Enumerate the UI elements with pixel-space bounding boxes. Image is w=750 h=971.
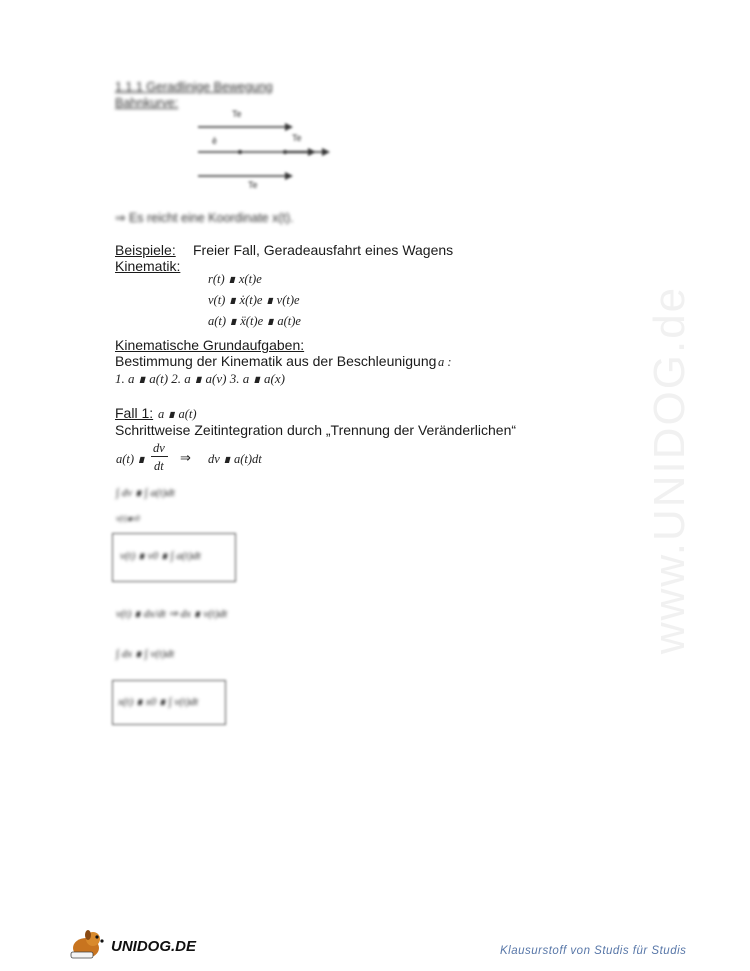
conclusion-text: ⇒ Es reicht eine Koordinate x(t). (115, 211, 294, 225)
fall1-label: Fall 1: (115, 405, 154, 421)
footer-slogan: Klausurstoff von Studis für Studis (500, 945, 687, 957)
footer-logo: UNIDOG.DE (111, 938, 197, 955)
blur-integral-2: ∫ dx ∎ ∫ v(t)dt (116, 648, 175, 660)
grundaufgaben-label: Kinematische Grundaufgaben: (115, 337, 305, 353)
fall1-implies-arrow: ⇒ (180, 450, 191, 465)
kinematik-label: Kinematik: (115, 258, 181, 274)
diagram-label-mid-left: ē (212, 136, 218, 146)
examples-label: Beispiele: (115, 242, 176, 258)
section-subheading: Bahnkurve: (115, 96, 179, 110)
watermark (640, 260, 700, 680)
diagram-point-1 (238, 150, 242, 154)
diagram-label-mid-right: Te (292, 133, 302, 143)
dog-mascot-icon (66, 928, 110, 962)
fall1-eq-left: a(t) ∎ (116, 452, 146, 466)
kinematik-eq-velocity: v(t) ∎ ẋ(t)e ∎ v(t)e (208, 293, 300, 307)
section-heading: 1.1.1 Geradlinige Bewegung (115, 80, 273, 94)
trajectory-diagram (190, 108, 340, 193)
diagram-axis-arrowhead (322, 148, 330, 156)
fall1-eq-right: dv ∎ a(t)dt (208, 452, 262, 466)
blur-result-2: x(t) ∎ x0 ∎ ∫ v(t)dt (118, 696, 199, 708)
diagram-arrowhead-top (285, 123, 293, 131)
kinematik-eq-acceleration: a(t) ∎ ẍ(t)e ∎ a(t)e (208, 314, 301, 328)
fall1-condition: a ∎ a(t) (158, 407, 197, 421)
fall1-text: Schrittweise Zeitintegration durch „Trennung der Veränderlichen“ (115, 422, 517, 438)
blur-result-1: v(t) ∎ v0 ∎ ∫ a(t)dt (120, 550, 201, 562)
grundaufgaben-cases: 1. a ∎ a(t) 2. a ∎ a(v) 3. a ∎ a(x) (115, 371, 285, 386)
diagram-unit-arrowhead (308, 148, 316, 156)
grundaufgaben-text: Bestimmung der Kinematik aus der Beschleunigung (115, 353, 437, 369)
examples-text: Freier Fall, Geradeausfahrt eines Wagens (193, 242, 454, 258)
blur-integral-1-sub: v(t)∎v0 (116, 514, 140, 523)
kinematik-eq-position: r(t) ∎ x(t)e (208, 272, 262, 286)
watermark-text: www.UNIDOG.de (645, 285, 694, 655)
diagram-arrowhead-bottom (285, 172, 293, 180)
fall1-frac-num: dv (153, 441, 165, 455)
diagram-label-top: Te (232, 109, 242, 119)
grundaufgaben-symbol: a : (438, 355, 452, 369)
diagram-label-bottom: Te (248, 180, 258, 190)
blur-integral-1: ∫ dv ∎ ∫ a(t)dt (116, 487, 175, 499)
fall1-frac-den: dt (154, 459, 164, 473)
blur-equation-2: v(t) ∎ dx/dt ⇒ dx ∎ v(t)dt (116, 608, 228, 620)
fall1-frac-bar (151, 456, 168, 457)
